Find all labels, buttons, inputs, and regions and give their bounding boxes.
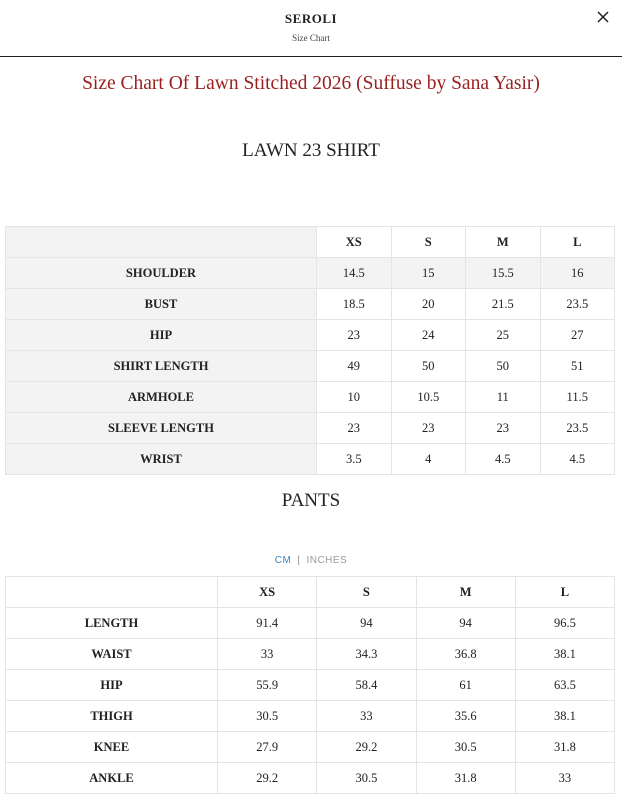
- table-cell: 30.5: [317, 763, 416, 794]
- header-corner-cell: [6, 577, 218, 608]
- table-cell: 58.4: [317, 670, 416, 701]
- table-cell: 50: [466, 351, 541, 382]
- table-cell: 27: [540, 320, 615, 351]
- unit-cm-tab[interactable]: CM: [274, 555, 292, 566]
- row-label: HIP: [6, 670, 218, 701]
- table-cell: 35.6: [416, 701, 515, 732]
- table-cell: 94: [317, 608, 416, 639]
- table-cell: 34.3: [317, 639, 416, 670]
- table-cell: 31.8: [515, 732, 614, 763]
- table-cell: 11.5: [540, 382, 615, 413]
- table-cell: 49: [317, 351, 392, 382]
- table-row: [6, 320, 615, 351]
- row-label: WAIST: [6, 639, 218, 670]
- table-cell: 23: [466, 413, 541, 444]
- header-size-s: S: [391, 227, 466, 258]
- row-label: THIGH: [6, 701, 218, 732]
- row-label: WRIST: [6, 444, 317, 475]
- table-cell: 30.5: [218, 701, 317, 732]
- unit-inches-tab[interactable]: INCHES: [306, 555, 348, 566]
- header-size-m: M: [416, 577, 515, 608]
- table-cell: 4.5: [540, 444, 615, 475]
- table-cell: 38.1: [515, 701, 614, 732]
- table-cell: 91.4: [218, 608, 317, 639]
- unit-toggle: [0, 555, 622, 566]
- unit-separator: |: [297, 555, 301, 566]
- table-row: [6, 351, 615, 382]
- table-cell: 25: [466, 320, 541, 351]
- row-label: ANKLE: [6, 763, 218, 794]
- header-size-s: S: [317, 577, 416, 608]
- row-label: KNEE: [6, 732, 218, 763]
- table-row: [6, 444, 615, 475]
- table-cell: 14.5: [317, 258, 392, 289]
- modal-subtitle: Size Chart: [292, 33, 330, 43]
- table-cell: 36.8: [416, 639, 515, 670]
- table-cell: 10.5: [391, 382, 466, 413]
- page-title: Size Chart Of Lawn Stitched 2026 (Suffuse by Sana Yasir): [82, 73, 540, 94]
- header-size-l: L: [540, 227, 615, 258]
- table-cell: 50: [391, 351, 466, 382]
- table-cell: 23: [391, 413, 466, 444]
- table-row: [6, 413, 615, 444]
- table-cell: 23.5: [540, 289, 615, 320]
- table-cell: 15.5: [466, 258, 541, 289]
- table-cell: 33: [317, 701, 416, 732]
- table-cell: 24: [391, 320, 466, 351]
- modal-header: [0, 0, 622, 57]
- table-cell: 61: [416, 670, 515, 701]
- brand-name: SEROLI: [284, 11, 338, 26]
- table-cell: 23.5: [540, 413, 615, 444]
- pants-size-table: [5, 576, 615, 794]
- table-cell: 31.8: [416, 763, 515, 794]
- table-header-row: [6, 577, 615, 608]
- shirt-size-table: [5, 226, 615, 475]
- table-cell: 33: [218, 639, 317, 670]
- table-cell: 15: [391, 258, 466, 289]
- table-cell: 20: [391, 289, 466, 320]
- row-label: SHIRT LENGTH: [6, 351, 317, 382]
- close-icon[interactable]: [592, 6, 614, 28]
- table-cell: 30.5: [416, 732, 515, 763]
- pants-section-title: PANTS: [281, 490, 341, 511]
- table-cell: 51: [540, 351, 615, 382]
- header-corner-cell: [6, 227, 317, 258]
- table-cell: 55.9: [218, 670, 317, 701]
- header-size-l: L: [515, 577, 614, 608]
- row-label: SHOULDER: [6, 258, 317, 289]
- table-cell: 29.2: [317, 732, 416, 763]
- table-cell: 21.5: [466, 289, 541, 320]
- row-label: BUST: [6, 289, 317, 320]
- table-row: [6, 670, 615, 701]
- table-cell: 96.5: [515, 608, 614, 639]
- table-cell: 23: [317, 413, 392, 444]
- table-row: [6, 608, 615, 639]
- table-row: [6, 382, 615, 413]
- table-cell: 29.2: [218, 763, 317, 794]
- shirt-section-title: LAWN 23 SHIRT: [242, 140, 380, 161]
- table-cell: 4: [391, 444, 466, 475]
- table-row: [6, 701, 615, 732]
- row-label: LENGTH: [6, 608, 218, 639]
- table-header-row: [6, 227, 615, 258]
- table-cell: 18.5: [317, 289, 392, 320]
- table-cell: 4.5: [466, 444, 541, 475]
- table-cell: 38.1: [515, 639, 614, 670]
- header-size-xs: XS: [317, 227, 392, 258]
- table-row: [6, 763, 615, 794]
- table-cell: 10: [317, 382, 392, 413]
- table-row: [6, 639, 615, 670]
- header-size-m: M: [466, 227, 541, 258]
- table-cell: 3.5: [317, 444, 392, 475]
- table-cell: 27.9: [218, 732, 317, 763]
- table-cell: 11: [466, 382, 541, 413]
- table-row: [6, 258, 615, 289]
- table-row: [6, 732, 615, 763]
- table-cell: 94: [416, 608, 515, 639]
- row-label: HIP: [6, 320, 317, 351]
- table-cell: 63.5: [515, 670, 614, 701]
- table-row: [6, 289, 615, 320]
- row-label: SLEEVE LENGTH: [6, 413, 317, 444]
- table-cell: 33: [515, 763, 614, 794]
- row-label: ARMHOLE: [6, 382, 317, 413]
- table-cell: 16: [540, 258, 615, 289]
- header-size-xs: XS: [218, 577, 317, 608]
- table-cell: 23: [317, 320, 392, 351]
